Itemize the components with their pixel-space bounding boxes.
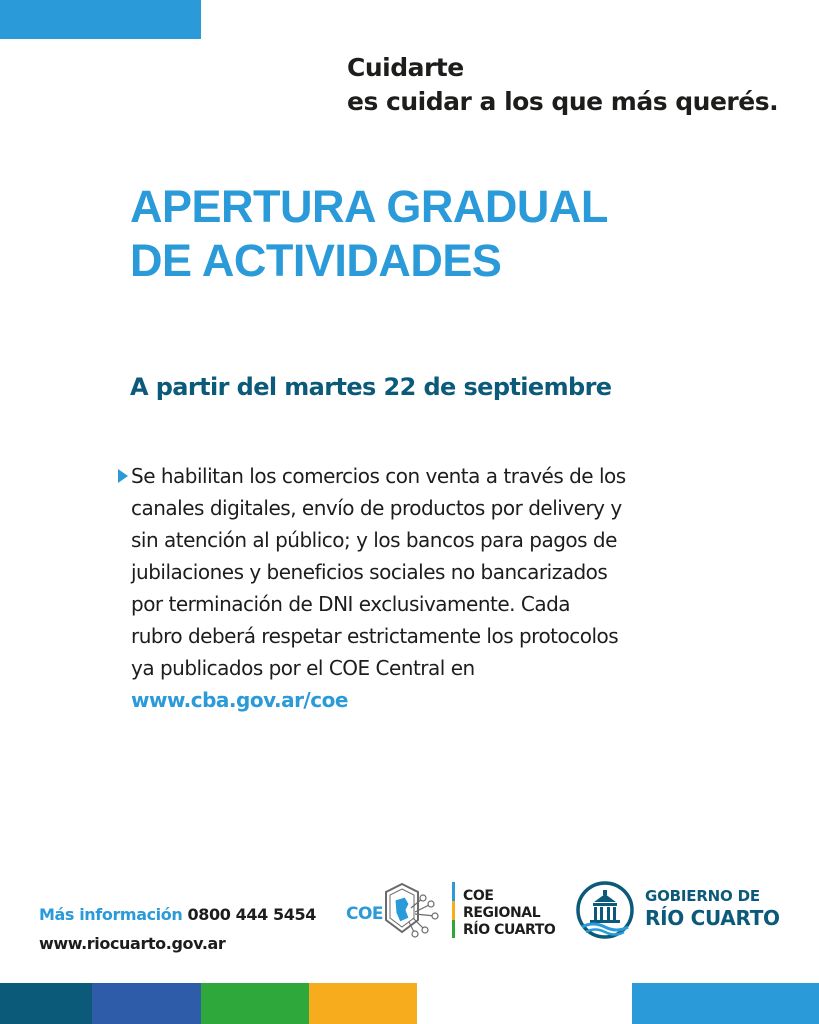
- bullet-text-line: rubro deberá respetar estrictamente los protocolos: [131, 624, 619, 648]
- bottom-stripe-navy: [0, 983, 92, 1024]
- bullet-text-line: ya publicados por el COE Central en: [131, 656, 475, 680]
- top-accent-bar: [0, 0, 201, 39]
- gobierno-logo-line-2: RÍO CUARTO: [645, 906, 780, 930]
- gobierno-rio-cuarto-logo: [575, 880, 790, 942]
- tagline: [347, 51, 807, 119]
- bullet-text-line: jubilaciones y beneficios sociales no bancarizados: [131, 560, 608, 584]
- headline-line-1: APERTURA GRADUAL: [130, 181, 608, 232]
- more-info-label: Más información: [39, 905, 183, 924]
- coe-central-link[interactable]: www.cba.gov.ar/coe: [131, 688, 348, 712]
- headline-line-2: DE ACTIVIDADES: [130, 235, 502, 286]
- coe-mark-text: COE: [346, 904, 384, 924]
- website-link[interactable]: www.riocuarto.gov.ar: [39, 934, 226, 953]
- bottom-stripe-sky: [632, 983, 819, 1024]
- town-hall-emblem-icon: [575, 881, 635, 941]
- coe-logo-line-3: RÍO CUARTO: [463, 922, 555, 938]
- bullet-text-line: canales digitales, envío de productos por delivery y: [131, 496, 622, 520]
- bullet-text-line: Se habilitan los comercios con venta a través de los: [131, 464, 626, 488]
- footer-contact: [39, 900, 316, 958]
- bullet-item: [116, 460, 686, 716]
- phone-number[interactable]: 0800 444 5454: [187, 905, 316, 924]
- coe-regional-logo: [345, 880, 555, 942]
- bottom-stripe-yellow: [309, 983, 417, 1024]
- tagline-line-1: Cuidarte: [347, 53, 464, 82]
- gobierno-logo-text: [645, 886, 780, 930]
- coe-logo-line-1: COE: [463, 888, 494, 904]
- tagline-line-2: es cuidar a los que más querés.: [347, 87, 779, 116]
- subtitle-date: A partir del martes 22 de septiembre: [130, 373, 612, 401]
- bullet-text-line: sin atención al público; y los bancos para pagos de: [131, 528, 617, 552]
- gobierno-logo-line-1: GOBIERNO DE: [645, 887, 760, 905]
- coe-logo-line-2: REGIONAL: [463, 905, 541, 921]
- coe-virus-map-icon: [345, 880, 555, 942]
- bullet-triangle-icon: [118, 469, 128, 483]
- headline: [130, 180, 730, 288]
- bullet-text-line: por terminación de DNI exclusivamente. Cada: [131, 592, 571, 616]
- bottom-stripe-green: [201, 983, 309, 1024]
- bottom-stripe-royal: [92, 983, 201, 1024]
